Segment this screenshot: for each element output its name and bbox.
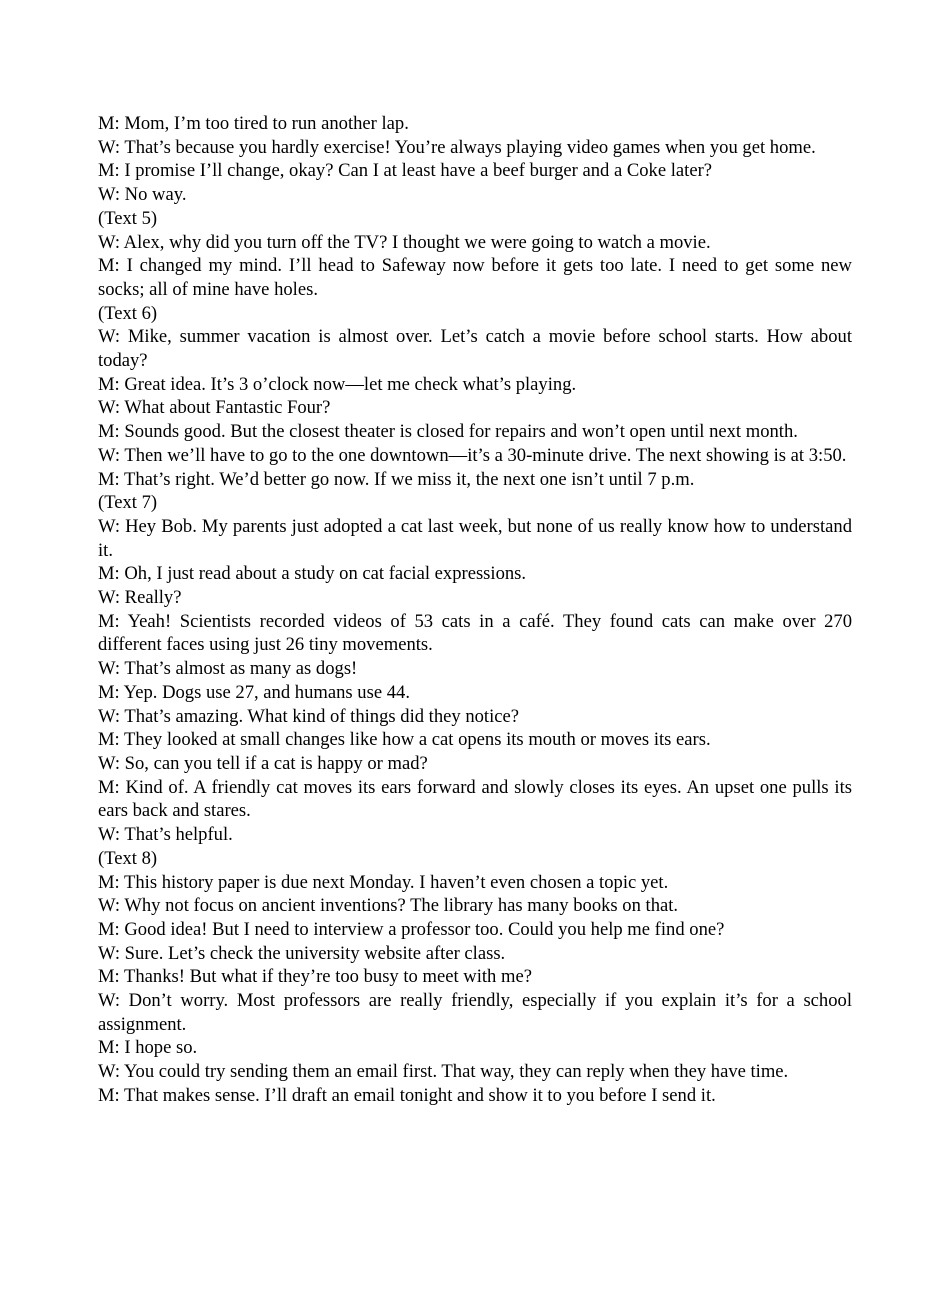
dialogue-line: M: This history paper is due next Monday. I haven’t even chosen a topic yet. — [98, 871, 669, 893]
dialogue-line: M: Yeah! Scientists recorded videos of 53 cats in a café. They found cats can make over 270 different faces using just 26 tiny movements. — [98, 610, 852, 656]
dialogue-line: M: Good idea! But I need to interview a professor too. Could you help me find one? — [98, 918, 725, 940]
dialogue-line: W: Then we’ll have to go to the one downtown—it’s a 30-minute drive. The next showing is at 3:50. — [98, 444, 847, 466]
dialogue-line: M: Mom, I’m too tired to run another lap. — [98, 113, 409, 134]
dialogue-line: W: Hey Bob. My parents just adopted a cat last week, but none of us really know how to understand it. — [98, 515, 852, 561]
dialogue-line: M: Great idea. It’s 3 o’clock now—let me check what’s playing. — [98, 373, 577, 395]
dialogue-line: M: Kind of. A friendly cat moves its ears forward and slowly closes its eyes. An upset one pulls its ears back and stares. — [98, 776, 852, 822]
dialogue-line: W: Don’t worry. Most professors are really friendly, especially if you explain it’s for a school assignment. — [98, 990, 852, 1035]
dialogue-line: M: Thanks! But what if they’re too busy to meet with me? — [98, 966, 532, 988]
dialogue-text — [98, 112, 852, 1108]
section-heading: (Text 8) — [98, 847, 158, 869]
dialogue-line: W: That’s amazing. What kind of things did they notice? — [98, 705, 520, 727]
dialogue-line: W: That’s almost as many as dogs! — [98, 658, 358, 680]
dialogue-line: W: Mike, summer vacation is almost over. Let’s catch a movie before school starts. How about today? — [98, 326, 852, 372]
dialogue-line: W: What about Fantastic Four? — [98, 397, 331, 419]
dialogue-line: W: Really? — [98, 587, 182, 609]
section-heading: (Text 7) — [98, 492, 158, 514]
dialogue-line: W: That’s helpful. — [98, 824, 233, 846]
dialogue-line: M: That’s right. We’d better go now. If we miss it, the next one isn’t until 7 p.m. — [98, 468, 695, 490]
dialogue-line: M: I changed my mind. I’ll head to Safeway now before it gets too late. I need to get some new socks; all of mine have holes. — [98, 255, 852, 300]
dialogue-line: W: Sure. Let’s check the university website after class. — [98, 942, 506, 964]
section-heading: (Text 5) — [98, 207, 158, 229]
dialogue-line: W: So, can you tell if a cat is happy or mad? — [98, 752, 428, 774]
dialogue-line: W: Alex, why did you turn off the TV? I thought we were going to watch a movie. — [98, 231, 711, 253]
dialogue-line: M: They looked at small changes like how a cat opens its mouth or moves its ears. — [98, 729, 711, 751]
dialogue-line: W: Why not focus on ancient inventions? The library has many books on that. — [98, 895, 679, 917]
dialogue-line: W: You could try sending them an email first. That way, they can reply when they have time. — [98, 1061, 789, 1083]
dialogue-line: M: Yep. Dogs use 27, and humans use 44. — [98, 681, 410, 703]
dialogue-line: M: I hope so. — [98, 1037, 198, 1059]
dialogue-line: M: That makes sense. I’ll draft an email tonight and show it to you before I send it. — [98, 1084, 716, 1106]
dialogue-line: W: That’s because you hardly exercise! You’re always playing video games when you get home. — [98, 136, 816, 158]
dialogue-line: M: Sounds good. But the closest theater is closed for repairs and won’t open until next month. — [98, 421, 798, 443]
dialogue-line: M: Oh, I just read about a study on cat facial expressions. — [98, 563, 527, 585]
section-heading: (Text 6) — [98, 302, 158, 324]
dialogue-line: W: No way. — [98, 184, 187, 206]
dialogue-line: M: I promise I’ll change, okay? Can I at least have a beef burger and a Coke later? — [98, 160, 713, 182]
